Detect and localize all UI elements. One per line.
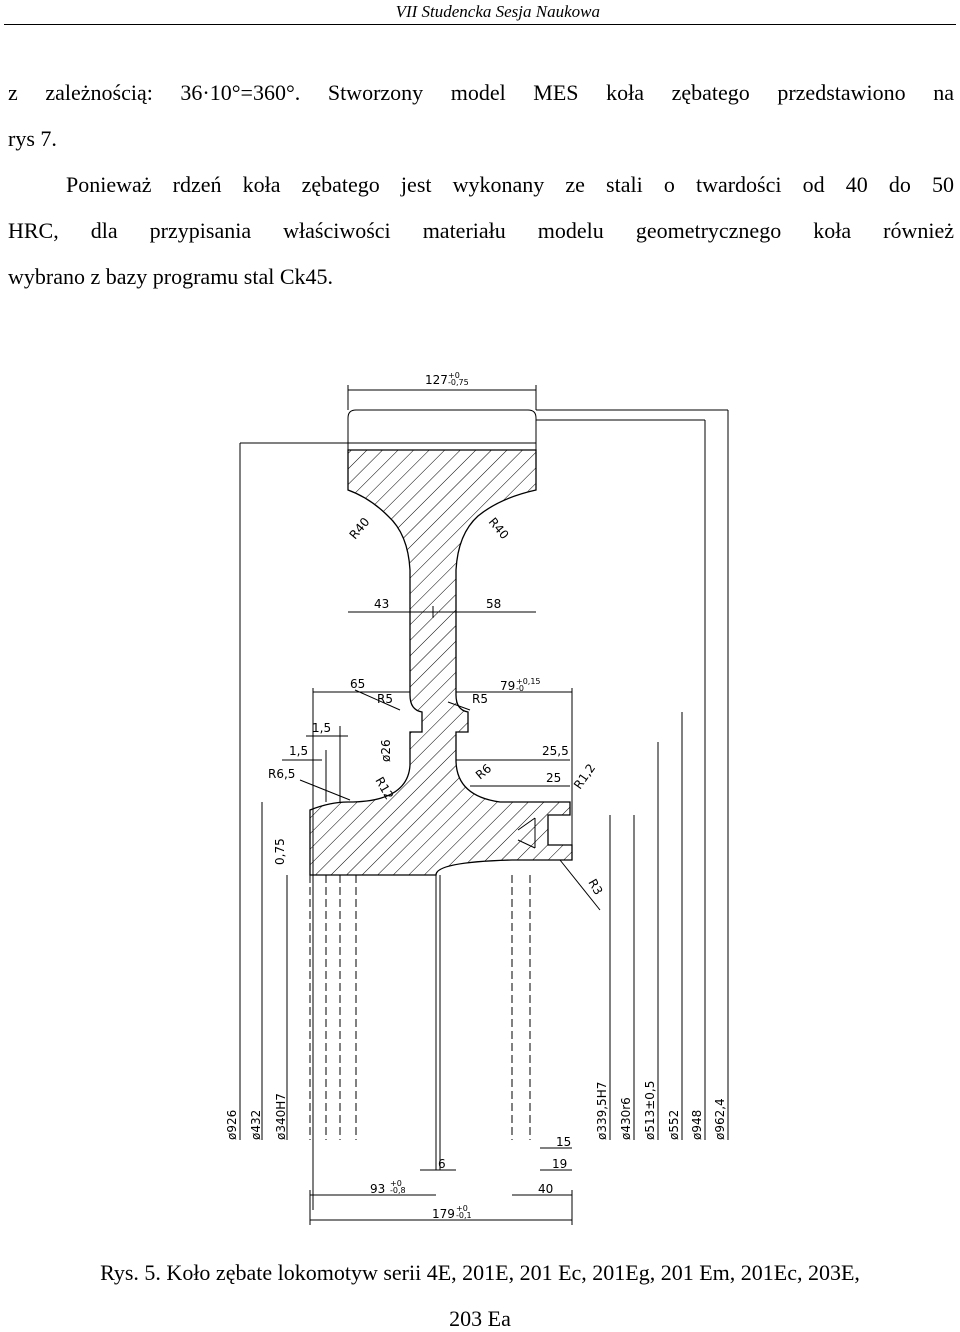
dim-r6-5: R6,5	[268, 767, 296, 781]
rim-outer-outline	[348, 410, 536, 450]
dim-79: 79	[500, 679, 516, 693]
hatched-section	[310, 450, 572, 875]
dim-1-5-lower: 1,5	[289, 744, 309, 758]
paragraph-2-line-1: Ponieważ rdzeń koła zębatego jest wykonany ze stali o twardości od 40 do 50	[66, 172, 954, 197]
svg-text:-0,75: -0,75	[448, 378, 469, 387]
dim-r40-left: R40	[346, 514, 373, 542]
paragraph-1-line-1: z zależnością: 36·10°=360°. Stworzony model MES koła zębatego przedstawiono na	[8, 80, 954, 105]
dim-r1-2: R1,2	[570, 761, 599, 792]
dim-phi339: ø339,5H7	[595, 1081, 609, 1140]
dim-phi26: ø26	[379, 739, 393, 762]
dim-179: 179	[432, 1207, 455, 1221]
dim-43: 43	[374, 597, 390, 611]
dim-127: 127	[425, 373, 448, 387]
paragraph-1-line-2: rys 7.	[8, 126, 57, 151]
dim-phi926: ø926	[225, 1109, 239, 1140]
dim-r40-right: R40	[485, 514, 512, 543]
dim-r5-right: R5	[472, 692, 488, 706]
dim-19: 19	[552, 1157, 568, 1171]
dim-phi340h7: ø340H7	[274, 1093, 288, 1140]
dim-phi513: ø513±0,5	[643, 1080, 657, 1140]
dim-1-5-upper: 1,5	[312, 721, 332, 735]
dim-phi962: ø962,4	[713, 1098, 727, 1140]
figure-caption-line-1: Rys. 5. Koło zębate lokomotyw serii 4E, 201E, 201 Ec, 201Eg, 201 Em, 201Ec, 203E,	[100, 1260, 860, 1285]
dim-0-75: 0,75	[273, 838, 287, 865]
paragraph-2-line-2: HRC, dla przypisania właściwości materiału modelu geometrycznego koła również	[8, 218, 954, 243]
svg-text:-0,1: -0,1	[456, 1211, 472, 1220]
dim-r12: R12	[372, 774, 397, 802]
svg-text:-0: -0	[516, 684, 524, 693]
dim-40: 40	[538, 1182, 554, 1196]
dim-6: 6	[438, 1157, 446, 1171]
svg-text:+0,15: +0,15	[516, 677, 541, 686]
header-rule	[4, 24, 956, 25]
dim-65: 65	[350, 677, 366, 691]
dim-93: 93	[370, 1182, 386, 1196]
dim-58: 58	[486, 597, 502, 611]
svg-text:+0: +0	[456, 1204, 468, 1213]
dim-phi948: ø948	[690, 1109, 704, 1140]
dim-25-5: 25,5	[542, 744, 569, 758]
figure-caption-line-2: 203 Ea	[449, 1306, 511, 1331]
dim-15: 15	[556, 1135, 572, 1149]
header-title: VII Studencka Sesja Naukowa	[395, 2, 600, 21]
svg-text:+0: +0	[390, 1179, 402, 1188]
svg-text:+0: +0	[448, 371, 460, 380]
dim-phi432: ø432	[249, 1109, 263, 1140]
dim-phi552: ø552	[667, 1109, 681, 1140]
paragraph-2-line-3: wybrano z bazy programu stal Ck45.	[8, 264, 334, 289]
svg-text:-0,8: -0,8	[390, 1186, 406, 1195]
gear-cross-section-drawing	[0, 350, 960, 1250]
dim-phi430: ø430r6	[619, 1097, 633, 1140]
dim-r3: R3	[585, 876, 606, 898]
dim-r5-left: R5	[377, 692, 393, 706]
dim-25: 25	[546, 771, 562, 785]
page-header	[0, 0, 960, 30]
dim-r6: R6	[472, 761, 495, 783]
